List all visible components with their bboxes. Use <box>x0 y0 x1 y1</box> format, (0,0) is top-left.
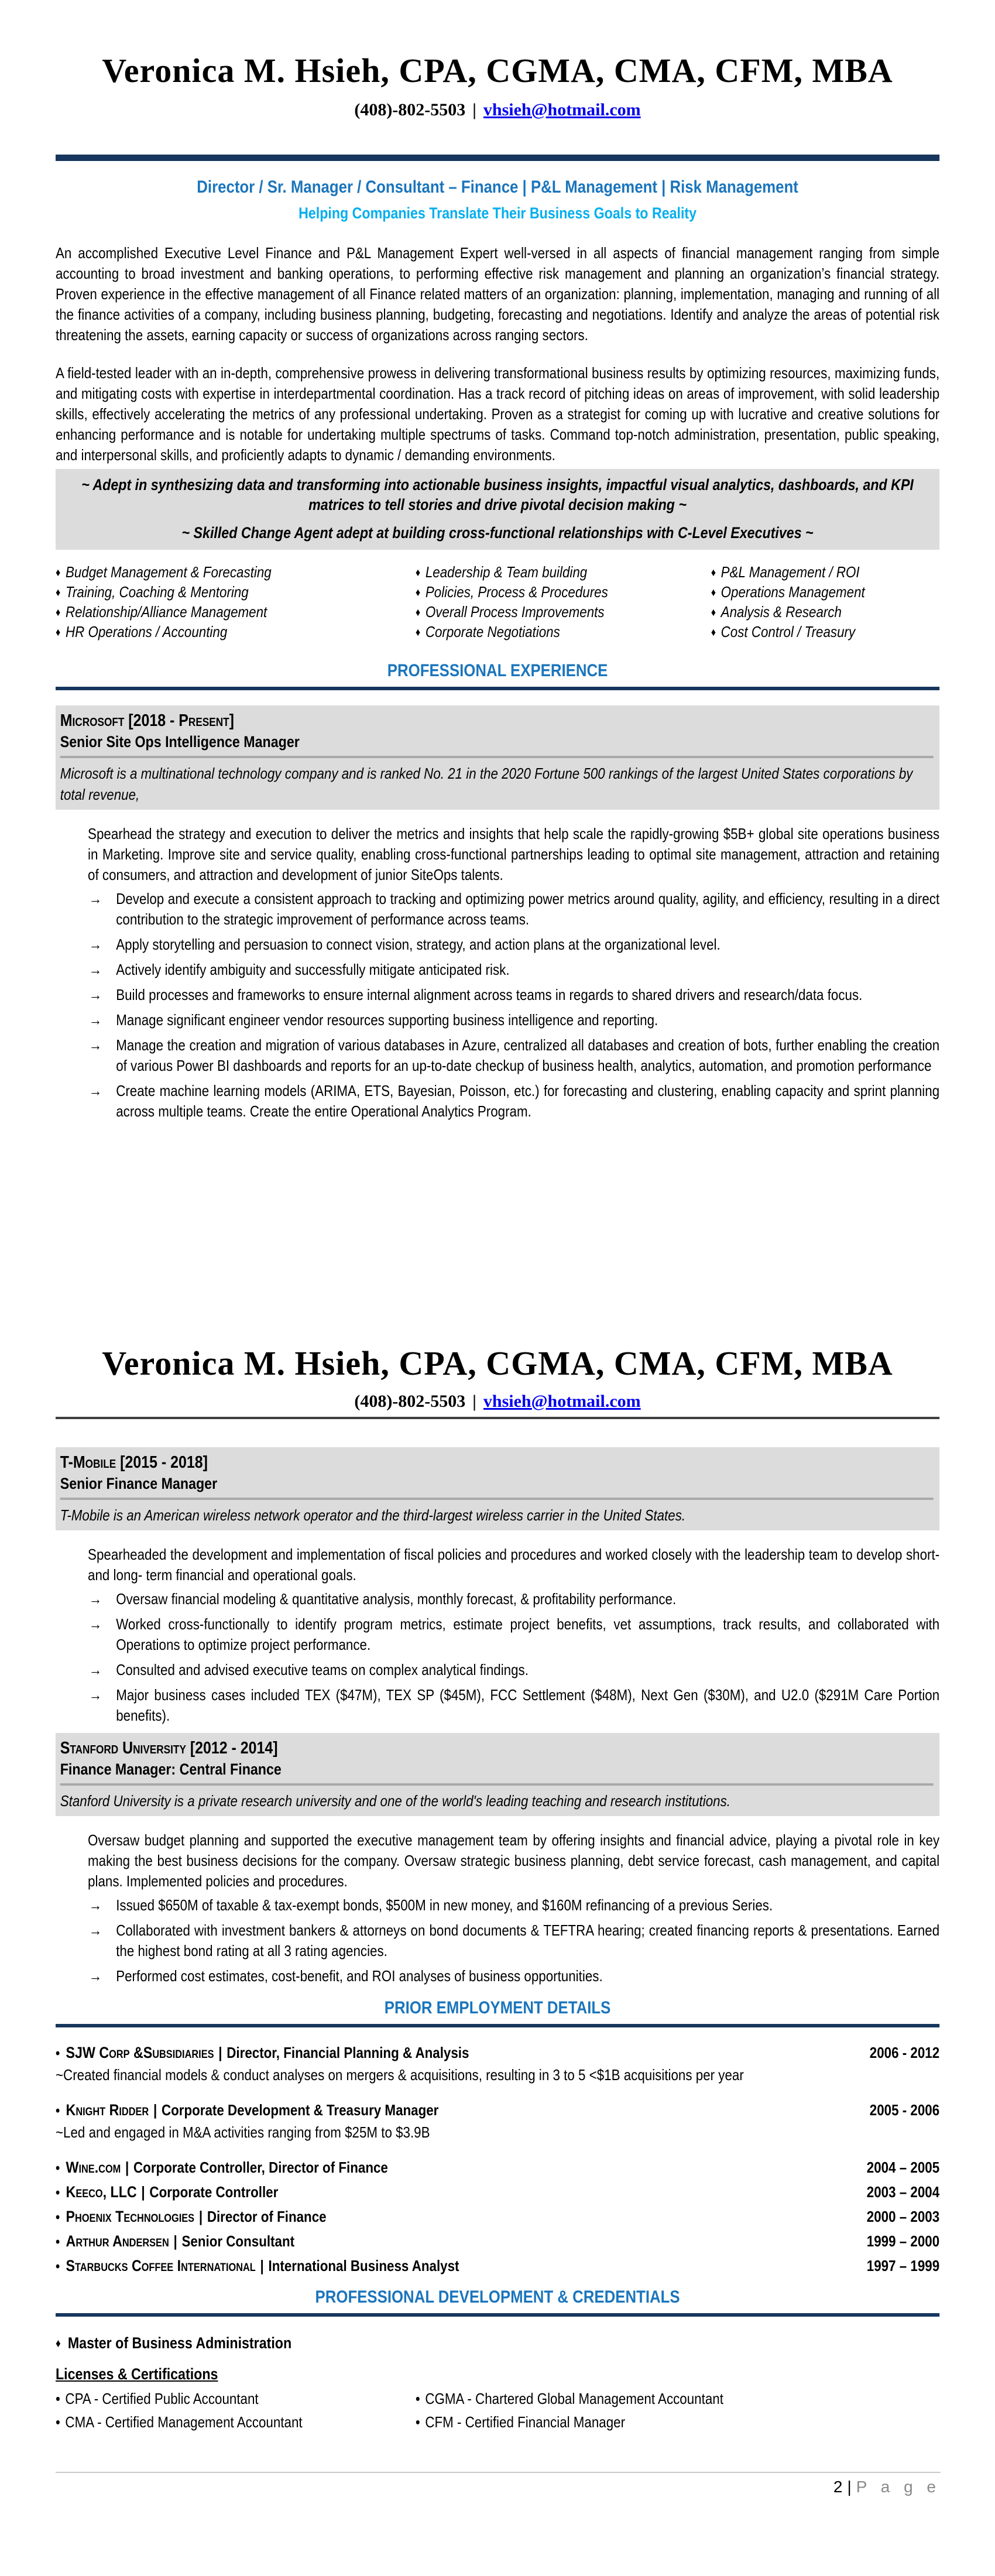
footer-separator: | <box>847 2478 852 2496</box>
bullet-text: Worked cross-functionally to identify program metrics, estimate project benefits, vet assumptions, track results, and collaborated with Operations to optimize project performance. <box>116 1615 940 1653</box>
section-heading-prior: PRIOR EMPLOYMENT DETAILS <box>384 1998 611 2017</box>
bullet-item <box>56 1035 939 1076</box>
skill-item <box>416 563 711 583</box>
company-name: T-Mobile [2015 - 2018] <box>60 1453 208 1472</box>
cert-label: CFM - Certified Financial Manager <box>425 2413 626 2431</box>
prior-job-left <box>56 2157 388 2178</box>
skill-label: Policies, Process & Procedures <box>425 583 608 601</box>
job-divider <box>60 1783 934 1786</box>
bullet-text: Major business cases included TEX ($47M), TEX SP ($45M), FCC Settlement ($48M), Next Gen ($30M), and U2.0 ($291M Care Portion benefits). <box>116 1686 940 1724</box>
role: Corporate Controller <box>149 2183 279 2201</box>
diamond-icon: ♦ <box>711 626 716 639</box>
bullet-item <box>56 1660 939 1680</box>
bullet-text: Actively identify ambiguity and successfully mitigate anticipated risk. <box>116 961 510 978</box>
bullet-text: Issued $650M of taxable & tax-exempt bonds, $500M in new money, and $160M refinancing of a previous Series. <box>116 1896 773 1914</box>
prior-job-left <box>56 2207 327 2228</box>
skill-label: Leadership & Team building <box>425 563 588 581</box>
bullet-icon: • <box>56 2234 60 2250</box>
summary-paragraph: An accomplished Executive Level Finance and P&L Management Expert well-versed in all aspects of financial management ranging from simple accounting to broad investment and banking operations, to performing effective risk management and planning an organization’s financial strategy. Proven experience in the effective management of all Finance related matters of an organization: planning, implementation, managing and running of all the finance activities of a company, including business planning, budgeting, forecasting and negotiations. Identify and analyze the areas of potential risk threatening the assets, earning capacity or success of organizations across ranging sectors. <box>56 244 940 344</box>
bullet-item <box>56 934 939 955</box>
footer-rule <box>56 2472 941 2473</box>
bullet-icon: • <box>56 2390 60 2407</box>
skill-label: P&L Management / ROI <box>720 563 860 581</box>
skill-item <box>711 563 865 583</box>
company: Arthur Andersen <box>66 2232 169 2250</box>
job-intro: Oversaw budget planning and supported the executive management team by offering insights and financial advice, playing a pivotal role in key making the best business decisions for the company. Oversaw strategic business planning, debt service forecast, cash management, and capital plans. Implemented policies and procedures. <box>88 1831 940 1890</box>
bullet-icon: • <box>415 2413 420 2431</box>
prior-job-note: ~Led and engaged in M&A activities ranging from $25M to $3.9B <box>56 2123 430 2141</box>
skill-item <box>711 622 865 642</box>
highlight-box <box>56 469 939 550</box>
email-link[interactable]: vhsieh@hotmail.com <box>483 100 641 119</box>
section-rule <box>56 2024 939 2027</box>
job-header-tmobile <box>56 1447 939 1530</box>
skill-label: Relationship/Alliance Management <box>65 603 267 621</box>
company: Knight Ridder <box>66 2101 149 2119</box>
prior-job-note: ~Created financial models & conduct analyses on mergers & acquisitions, resulting in 3 to 5 <$1B acquisitions per year <box>56 2066 744 2084</box>
highlight-statement: ~ Skilled Change Agent adept at building cross-functional relationships with C-Level Executives ~ <box>181 524 814 542</box>
role-line: Director / Sr. Manager / Consultant – Finance | P&L Management | Risk Management <box>197 177 798 197</box>
skill-item <box>711 602 865 622</box>
arrow-icon: → <box>88 961 102 978</box>
contact-line <box>56 98 939 122</box>
skill-item <box>56 602 416 622</box>
company: Phoenix Technologies <box>66 2208 195 2225</box>
company-description: T-Mobile is an American wireless network operator and the third-largest wireless carrier in the United States. <box>60 1506 686 1524</box>
arrow-icon: → <box>88 986 102 1003</box>
diamond-icon: ♦ <box>415 626 421 639</box>
section-heading-development: PROFESSIONAL DEVELOPMENT & CREDENTIALS <box>315 2287 680 2307</box>
company: SJW Corp &Subsidiaries <box>66 2044 214 2061</box>
bullet-icon: • <box>56 2259 60 2274</box>
role: Corporate Development & Treasury Manager <box>161 2101 439 2119</box>
arrow-icon: → <box>88 1661 102 1678</box>
diamond-icon: ♦ <box>711 567 716 579</box>
header-rule <box>56 155 939 161</box>
job-title: Senior Site Ops Intelligence Manager <box>60 733 300 751</box>
prior-job-row <box>56 2207 939 2228</box>
skill-item <box>56 622 416 642</box>
job-divider <box>60 756 934 758</box>
skills-column <box>56 563 416 642</box>
bullet-item <box>56 1589 939 1609</box>
footer-text <box>56 2478 941 2496</box>
role: Director, Financial Planning & Analysis <box>227 2044 469 2061</box>
arrow-icon: → <box>88 1036 102 1054</box>
company-description: Microsoft is a multinational technology company and is ranked No. 21 in the 2020 Fortune 500 rankings of the largest United States corporations by total revenue, <box>60 765 913 803</box>
bullet-text: Collaborated with investment bankers & attorneys on bond documents & TEFTRA hearing; created financing reports & presentations. Earned the highest bond rating at all 3 rating agencies. <box>116 1921 940 1960</box>
role: Senior Consultant <box>181 2232 295 2250</box>
certifications-list <box>56 2389 939 2432</box>
cert-label: CPA - Certified Public Accountant <box>65 2390 259 2407</box>
diamond-icon: ♦ <box>415 567 421 579</box>
bullet-text: Oversaw financial modeling & quantitative analysis, monthly forecast, & profitability performance. <box>116 1590 677 1608</box>
separator: | <box>125 2159 129 2176</box>
summary-paragraph: A field-tested leader with an in-depth, comprehensive prowess in delivering transformational business results by optimizing resources, maximizing funds, and mitigating costs with expertise in interdepartmental coordination. Has a track record of pitching ideas on areas of improvement, with solid leadership skills, effectively accelerating the metrics of any professional undertaking. Proven as a strategist for coming up with lucrative and creative solutions for enhancing performance and is notable for undertaking multiple spectrums of tasks. Command top-notch administration, presentation, public speaking, and interpersonal skills, and proficiently adapts to dynamic / demanding environments. <box>56 364 940 464</box>
bullet-text: Create machine learning models (ARIMA, ETS, Bayesian, Poisson, etc.) for forecasting and clustering, enabling capacity and sprint planning across multiple teams. Create the entire Operational Analytics Program. <box>116 1082 940 1120</box>
bullet-icon: • <box>56 2046 60 2061</box>
cert-label: CMA - Certified Management Accountant <box>65 2413 303 2431</box>
bullet-text: Manage the creation and migration of various databases in Azure, centralized all databases and creation of bots, further enabling the creation of various Power BI dashboards and reports for an up-to-date checkup of business health, analytics, automation, and promotion performance <box>116 1036 940 1074</box>
job-header-microsoft <box>56 705 939 810</box>
prior-job-row <box>56 2231 939 2252</box>
arrow-icon: → <box>88 1967 102 1985</box>
separator: | <box>218 2044 222 2061</box>
bullet-text: Build processes and frameworks to ensure internal alignment across teams in regards to shared drivers and research/data focus. <box>116 986 863 1003</box>
skill-label: Operations Management <box>720 583 865 601</box>
skill-label: Analysis & Research <box>720 603 842 621</box>
dates: 2004 – 2005 <box>866 2159 940 2176</box>
cert-item <box>416 2412 939 2432</box>
arrow-icon: → <box>88 1590 102 1608</box>
bullet-item <box>56 1081 939 1122</box>
company: Starbucks Coffee International <box>66 2257 256 2274</box>
dates: 2000 – 2003 <box>866 2208 940 2225</box>
footer-page-label: P a g e <box>856 2478 941 2496</box>
section-rule <box>56 687 939 690</box>
section-heading-experience: PROFESSIONAL EXPERIENCE <box>387 661 608 680</box>
separator: | <box>153 2101 157 2119</box>
bullet-item <box>56 1010 939 1030</box>
bullet-item <box>56 1685 939 1726</box>
person-name: Veronica M. Hsieh, CPA, CGMA, CMA, CFM, MBA <box>102 1344 893 1382</box>
job-intro: Spearheaded the development and implementation of fiscal policies and procedures and worked closely with the leadership team to develop short- and long- term financial and operational goals. <box>88 1546 940 1584</box>
arrow-icon: → <box>88 890 102 907</box>
role: International Business Analyst <box>268 2257 459 2274</box>
bullet-list-microsoft <box>56 889 939 1122</box>
bullet-icon: • <box>56 2103 60 2119</box>
section-rule <box>56 2313 939 2317</box>
bullet-text: Manage significant engineer vendor resources supporting business intelligence and reporting. <box>116 1011 658 1029</box>
cert-item <box>56 2412 416 2432</box>
arrow-icon: → <box>88 1686 102 1704</box>
diamond-icon: ♦ <box>415 587 421 599</box>
skill-label: Cost Control / Treasury <box>720 623 856 640</box>
separator: | <box>198 2208 203 2225</box>
page1-body <box>56 155 939 1122</box>
diamond-icon: ♦ <box>711 607 716 619</box>
skill-label: HR Operations / Accounting <box>65 623 228 640</box>
email-link[interactable]: vhsieh@hotmail.com <box>483 1392 641 1411</box>
separator: | <box>141 2183 145 2201</box>
bullet-item <box>56 1895 939 1916</box>
bullet-text: Apply storytelling and persuasion to connect vision, strategy, and action plans at the organizational level. <box>116 936 720 953</box>
bullet-item <box>56 960 939 980</box>
prior-job-row <box>56 2182 939 2203</box>
company: Wine.com <box>66 2159 121 2176</box>
licenses-heading: Licenses & Certifications <box>56 2365 218 2383</box>
skill-item <box>56 563 416 583</box>
phone-number: (408)-802-5503 <box>354 100 466 119</box>
arrow-icon: → <box>88 1082 102 1099</box>
skill-label: Overall Process Improvements <box>425 603 605 621</box>
skill-item <box>711 583 865 602</box>
company-name: Microsoft [2018 - Present] <box>60 711 234 730</box>
prior-employment-list <box>56 2043 939 2277</box>
job-header-stanford <box>56 1733 939 1816</box>
diamond-icon: ♦ <box>56 626 61 639</box>
bullet-text: Develop and execute a consistent approach to tracking and optimizing power metrics around quality, agility, and efficiency, resulting in a direct contribution to the strategic improvement of performance across teams. <box>116 890 940 928</box>
prior-job-row <box>56 2043 939 2064</box>
page2-body <box>56 1417 939 2432</box>
job-intro: Spearhead the strategy and execution to deliver the metrics and insights that help scale the rapidly-growing $5B+ global site operations business in Marketing. Improve site and service quality, enabling cross-functional partnerships leading to optimal site management, attraction and retaining of consumers, and attraction and development of junior SiteOps talents. <box>88 825 940 883</box>
bullet-item <box>56 985 939 1005</box>
arrow-icon: → <box>88 1921 102 1939</box>
skill-item <box>56 583 416 602</box>
prior-job-row <box>56 2256 939 2277</box>
arrow-icon: → <box>88 936 102 953</box>
degree-line <box>56 2333 939 2354</box>
skill-item <box>416 583 711 602</box>
degree-label: Master of Business Administration <box>67 2334 292 2352</box>
skill-label: Budget Management & Forecasting <box>65 563 272 581</box>
dates: 2006 - 2012 <box>869 2044 940 2061</box>
arrow-icon: → <box>88 1011 102 1029</box>
skills-list <box>56 563 939 642</box>
page-number: 2 <box>833 2478 843 2496</box>
separator: | <box>260 2257 264 2274</box>
diamond-icon: ♦ <box>56 587 61 599</box>
skills-column <box>711 563 865 642</box>
skill-label: Corporate Negotiations <box>425 623 560 640</box>
bullet-item <box>56 1614 939 1655</box>
separator: | <box>173 2232 177 2250</box>
bullet-text: Performed cost estimates, cost-benefit, and ROI analyses of business opportunities. <box>116 1967 603 1985</box>
contact-separator: | <box>472 100 476 119</box>
role: Corporate Controller, Director of Finance <box>133 2159 388 2176</box>
bullet-icon: • <box>56 2185 60 2201</box>
bullet-item <box>56 1920 939 1961</box>
skills-column <box>416 563 711 642</box>
bullet-item <box>56 1966 939 1986</box>
prior-job-row <box>56 2100 939 2121</box>
dates: 1999 – 2000 <box>866 2232 940 2250</box>
page-2 <box>0 1288 995 2576</box>
diamond-icon: ♦ <box>56 607 61 619</box>
job-title: Finance Manager: Central Finance <box>60 1760 282 1778</box>
skill-item <box>416 602 711 622</box>
prior-job-left <box>56 2231 294 2252</box>
bullet-list-stanford <box>56 1895 939 1986</box>
diamond-icon: ♦ <box>56 567 61 579</box>
dates: 2005 - 2006 <box>869 2101 940 2119</box>
cert-item <box>56 2389 416 2409</box>
cert-label: CGMA - Chartered Global Management Accountant <box>425 2390 723 2407</box>
role: Director of Finance <box>207 2208 327 2225</box>
skill-label: Training, Coaching & Mentoring <box>65 583 249 601</box>
prior-job-left <box>56 2256 459 2277</box>
arrow-icon: → <box>88 1896 102 1914</box>
cert-item <box>416 2389 939 2409</box>
bullet-list-tmobile <box>56 1589 939 1726</box>
person-name: Veronica M. Hsieh, CPA, CGMA, CMA, CFM, MBA <box>102 52 893 90</box>
prior-job-row <box>56 2157 939 2178</box>
prior-job-left <box>56 2182 278 2203</box>
contact-line <box>56 1390 939 1413</box>
dates: 2003 – 2004 <box>866 2183 940 2201</box>
bullet-icon: • <box>56 2160 60 2176</box>
contact-separator: | <box>472 1392 476 1411</box>
job-divider <box>60 1498 934 1500</box>
diamond-icon: ♦ <box>711 587 716 599</box>
tagline: Helping Companies Translate Their Business Goals to Reality <box>298 204 697 222</box>
diamond-icon: ♦ <box>56 2337 61 2350</box>
company-name: Stanford University [2012 - 2014] <box>60 1739 278 1758</box>
bullet-item <box>56 889 939 930</box>
bullet-icon: • <box>415 2390 420 2407</box>
bullet-text: Consulted and advised executive teams on complex analytical findings. <box>116 1661 529 1678</box>
dates: 1997 – 1999 <box>866 2257 940 2274</box>
company: Keeco, LLC <box>66 2183 137 2201</box>
arrow-icon: → <box>88 1615 102 1633</box>
prior-job-left <box>56 2043 469 2064</box>
bullet-icon: • <box>56 2413 60 2431</box>
company-description: Stanford University is a private research university and one of the world's leading teaching and research institutions. <box>60 1792 730 1810</box>
bullet-icon: • <box>56 2210 60 2225</box>
prior-job-left <box>56 2100 438 2121</box>
page-footer <box>56 2472 941 2496</box>
phone-number: (408)-802-5503 <box>354 1392 466 1411</box>
header-rule-thin <box>56 1417 939 1419</box>
skill-item <box>416 622 711 642</box>
highlight-statement: ~ Adept in synthesizing data and transforming into actionable business insights, impactful visual analytics, dashboards, and KPI matrices to tell stories and drive pivotal decision making ~ <box>81 476 914 513</box>
diamond-icon: ♦ <box>415 607 421 619</box>
job-title: Senior Finance Manager <box>60 1475 218 1492</box>
